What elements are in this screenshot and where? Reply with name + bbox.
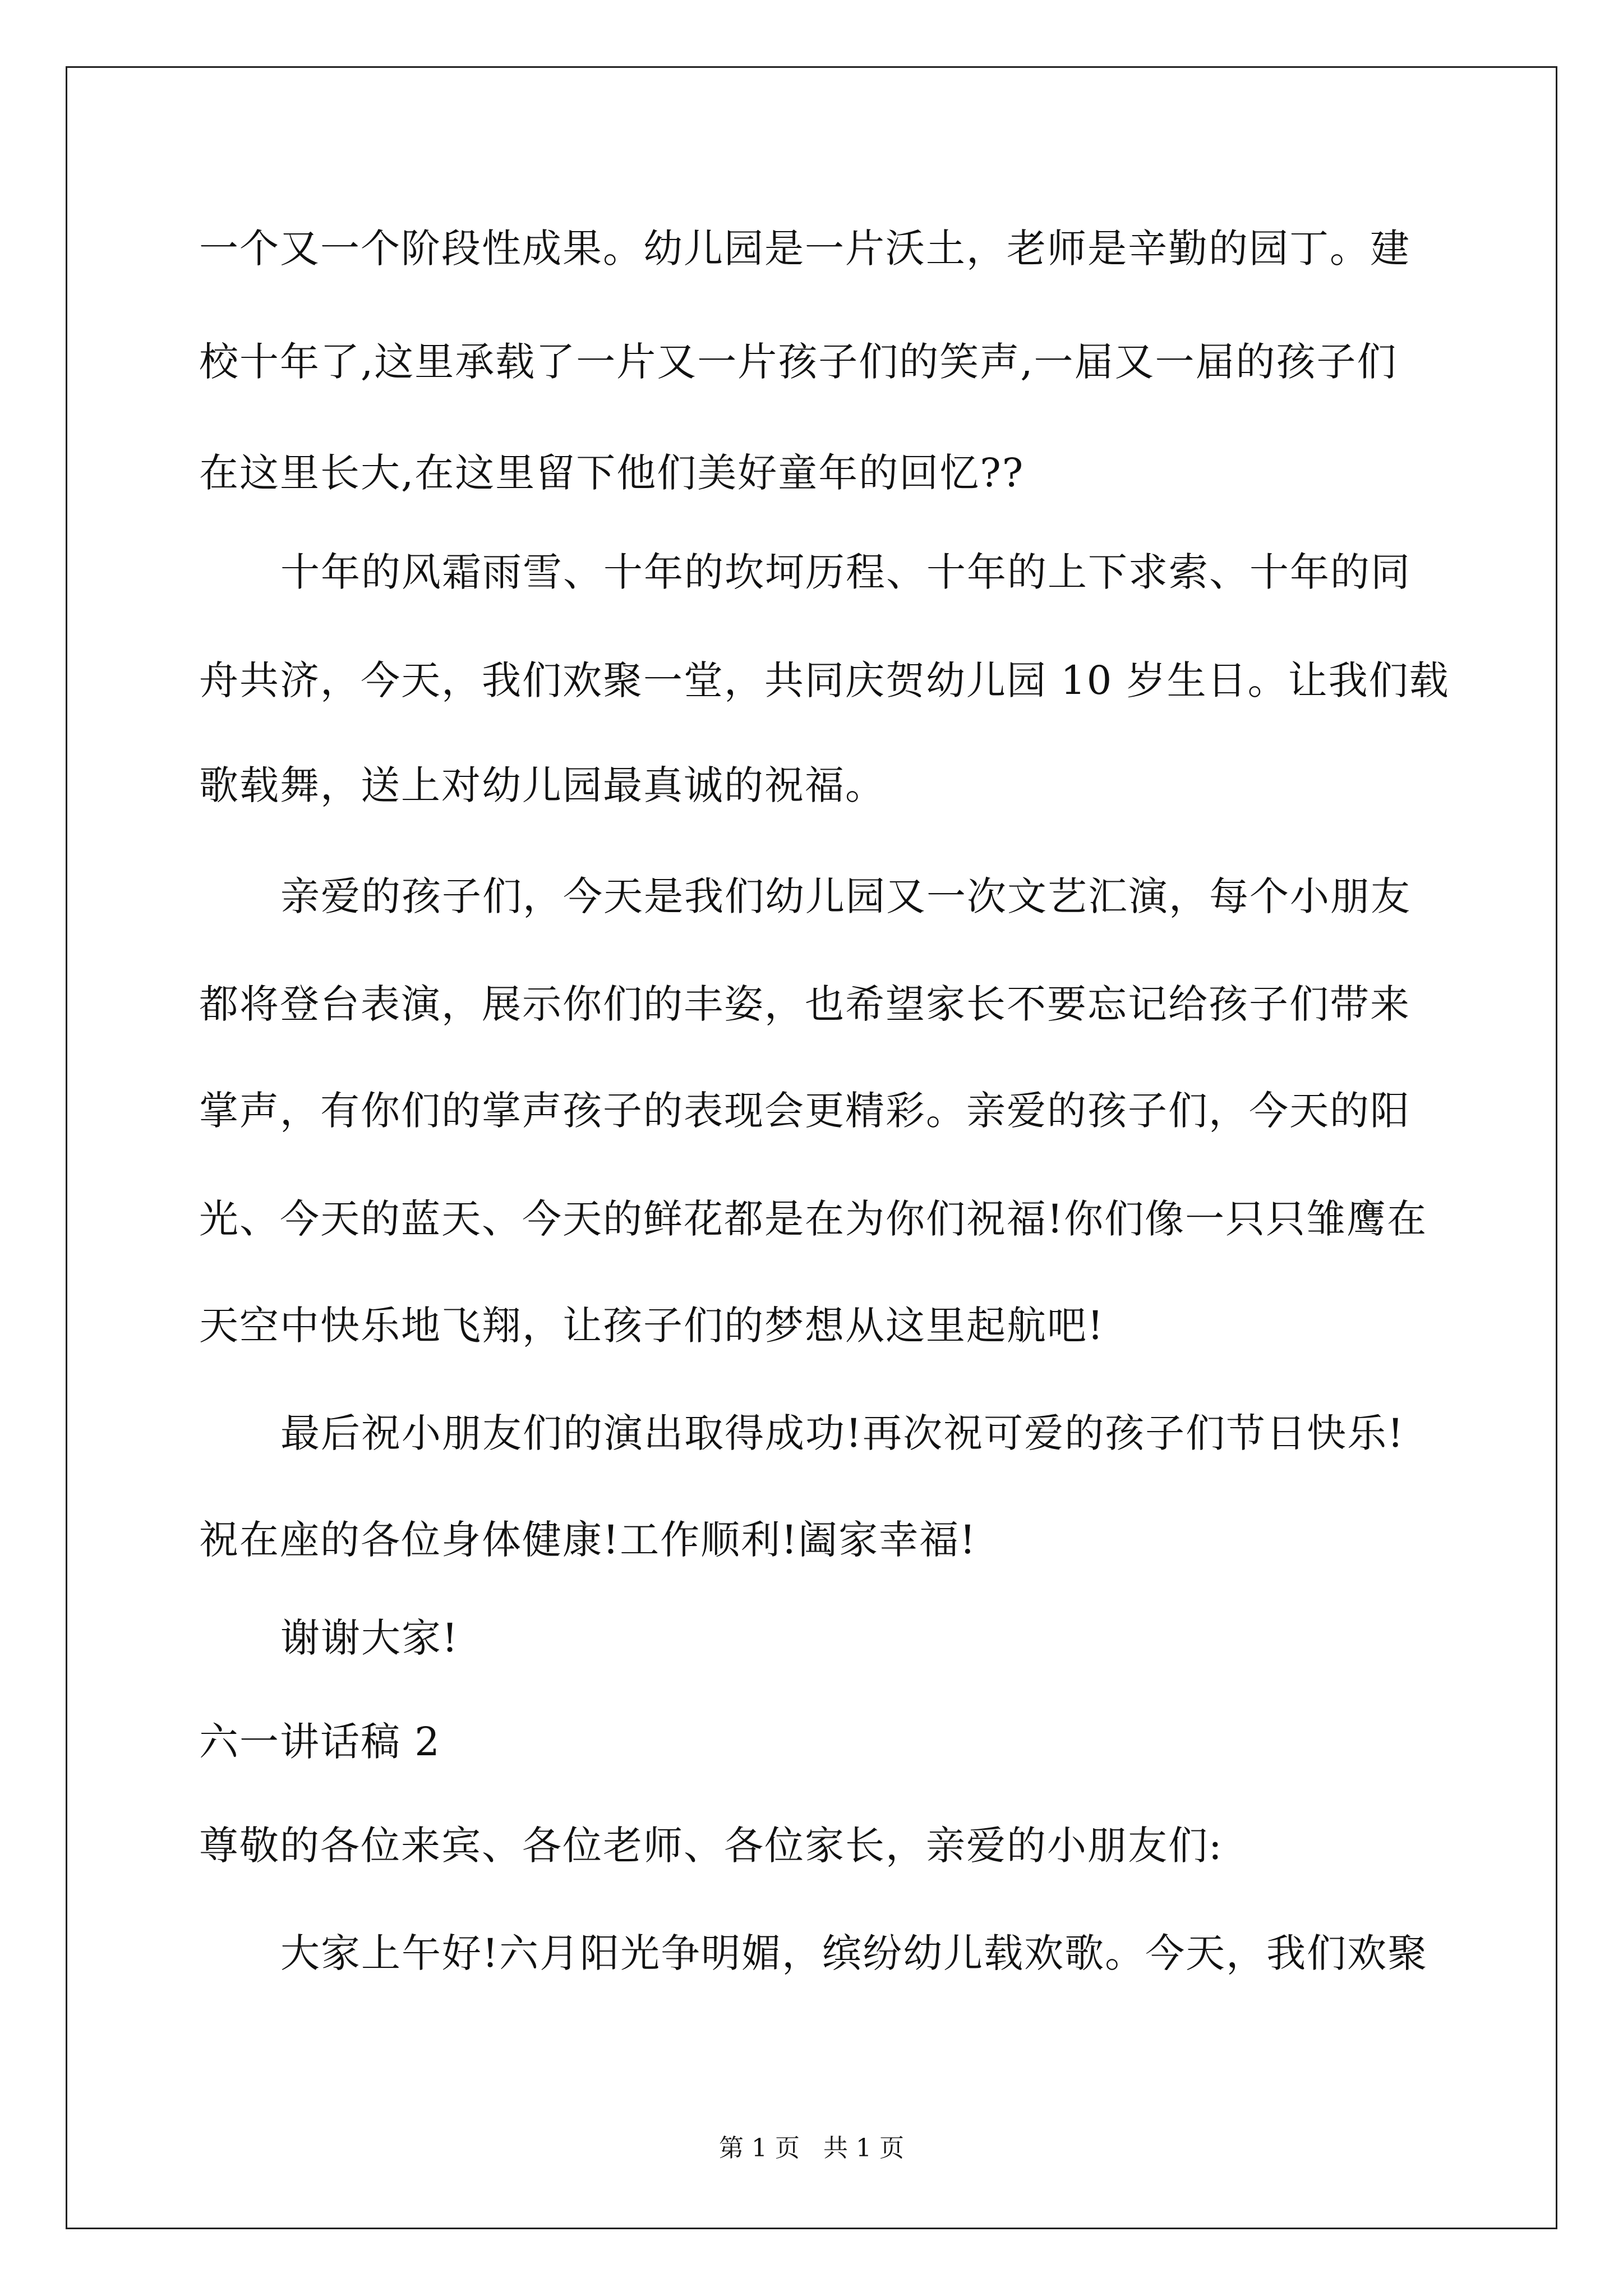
text-line: 舟共济，今天，我们欢聚一堂，共同庆贺幼儿园 10 岁生日。让我们载: [199, 657, 1450, 703]
text-line: 光、今天的蓝天、今天的鲜花都是在为你们祝福!你们像一只只雏鹰在: [199, 1196, 1428, 1242]
text-line: 天空中快乐地飞翔，让孩子们的梦想从这里起航吧!: [199, 1303, 1105, 1349]
text-line: 谢谢大家!: [280, 1615, 459, 1661]
text-line: 一个又一个阶段性成果。幼儿园是一片沃土，老师是辛勤的园丁。建: [199, 226, 1410, 272]
text-line: 最后祝小朋友们的演出取得成功!再次祝可爱的孩子们节日快乐!: [280, 1410, 1405, 1456]
text-line: 校十年了,这里承载了一片又一片孩子们的笑声,一届又一届的孩子们: [199, 339, 1398, 385]
text-line: 在这里长大,在这里留下他们美好童年的回忆??: [199, 450, 1025, 496]
text-line: 亲爱的孩子们，今天是我们幼儿园又一次文艺汇演，每个小朋友: [280, 873, 1411, 919]
text-line: 祝在座的各位身体健康!工作顺利!阖家幸福!: [199, 1517, 977, 1563]
salutation: 尊敬的各位来宾、各位老师、各位家长，亲爱的小朋友们:: [199, 1823, 1223, 1869]
page-border: [66, 66, 1557, 2229]
text-line: 都将登台表演，展示你们的丰姿，也希望家长不要忘记给孩子们带来: [199, 981, 1410, 1027]
text-line: 掌声，有你们的掌声孩子的表现会更精彩。亲爱的孩子们，今天的阳: [199, 1088, 1410, 1134]
text-line: 歌载舞，送上对幼儿园最真诚的祝福。: [199, 762, 886, 808]
text-line: 大家上午好!六月阳光争明媚，缤纷幼儿载欢歌。今天，我们欢聚: [280, 1930, 1428, 1976]
section-heading: 六一讲话稿 2: [199, 1719, 441, 1765]
page-footer: 第 1 页 共 1 页: [719, 2134, 904, 2162]
text-line: 十年的风霜雨雪、十年的坎坷历程、十年的上下求索、十年的同: [280, 549, 1411, 595]
